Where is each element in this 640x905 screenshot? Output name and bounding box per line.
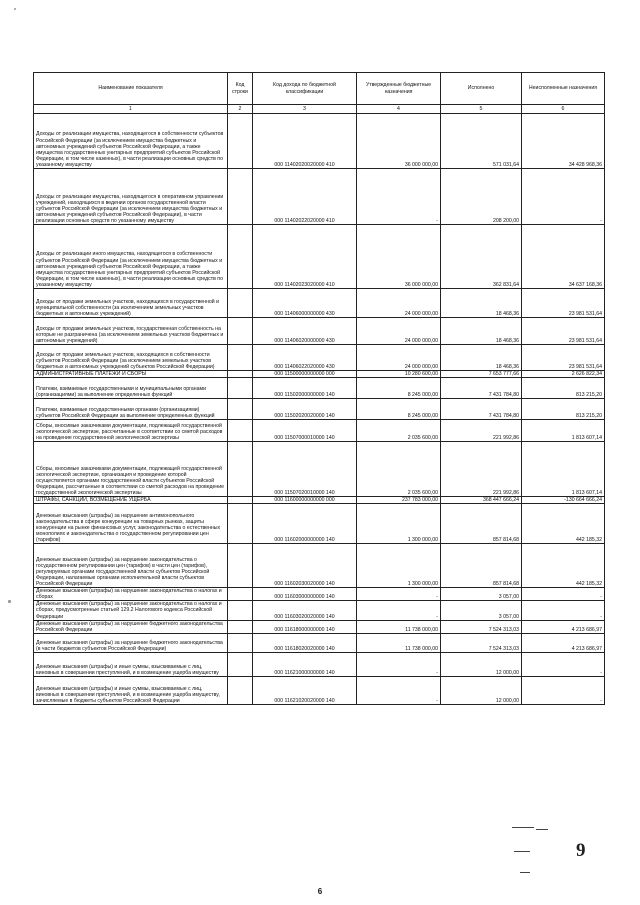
- row-executed-amount: 3 057,00: [441, 588, 522, 601]
- row-income-code: 000 11406020000000 430: [253, 318, 357, 345]
- row-executed-amount: 18 468,36: [441, 289, 522, 318]
- table-row: [34, 652, 605, 676]
- row-income-code: 000 11507020010000 140: [253, 442, 357, 497]
- column-number: 5: [441, 105, 522, 114]
- row-unexecuted-amount: 23 981 531,64: [522, 345, 605, 371]
- row-income-code: 000 11500000000000 000: [253, 371, 357, 378]
- row-income-code: 000 11402020020000 410: [253, 114, 357, 169]
- row-income-code: 000 11618000000000 140: [253, 620, 357, 633]
- table-row: [34, 345, 605, 371]
- row-approved-amount: -: [357, 652, 441, 676]
- row-name: Денежные взыскания (штрафы) за нарушение законодательства о налогах и сборах, предусмотренные статьей 129.2 Налогового кодекса Российской Федерации: [34, 601, 228, 620]
- row-line-code: [228, 544, 253, 588]
- row-income-code: 000 11402023020000 410: [253, 225, 357, 289]
- row-approved-amount: -: [357, 601, 441, 620]
- row-income-code: 000 11502020020000 140: [253, 399, 357, 420]
- row-unexecuted-amount: 813 215,20: [522, 399, 605, 420]
- row-executed-amount: 7 653 777,66: [441, 371, 522, 378]
- row-approved-amount: -: [357, 676, 441, 704]
- row-approved-amount: -: [357, 169, 441, 225]
- row-approved-amount: 2 035 600,00: [357, 442, 441, 497]
- row-approved-amount: 11 738 000,00: [357, 633, 441, 652]
- row-approved-amount: 2 035 600,00: [357, 420, 441, 442]
- row-name: Доходы от реализации иного имущества, находящегося в собственности субъектов Российской Федерации (за исключением имущества бюджетных и автономных учреждений субъектов Российской Федерации, а также имущества государственных унитарных предприятий субъектов Российской Федерации, в том числе казенных), в части реализации основных средств по указанному имуществу: [34, 225, 228, 289]
- table-row: [34, 633, 605, 652]
- row-approved-amount: -: [357, 588, 441, 601]
- row-name: Платежи, взимаемые государственными органами (организациями) субъектов Российской Федерации за выполнение определенных функций: [34, 399, 228, 420]
- row-executed-amount: 3 057,00: [441, 601, 522, 620]
- row-income-code: 000 11507000010000 140: [253, 420, 357, 442]
- row-name: Денежные взыскания (штрафы) за нарушение бюджетного законодательства Российской Федерации: [34, 620, 228, 633]
- row-unexecuted-amount: -: [522, 169, 605, 225]
- row-income-code: 000 11618020020000 140: [253, 633, 357, 652]
- row-executed-amount: 221 992,86: [441, 442, 522, 497]
- header-unexecuted: Неисполненные назначения: [522, 73, 605, 105]
- row-line-code: [228, 442, 253, 497]
- row-name: Доходы от реализации имущества, находящегося в собственности субъектов Российской Федерации (за исключением имущества бюджетных и автономных учреждений субъектов Российской Федерации, а также имущества государственных унитарных предприятий субъектов Российской Федерации, в том числе казенных), в части реализации основных средств по указанному имуществу: [34, 114, 228, 169]
- row-name: Доходы от продажи земельных участков, государственная собственность на которые не разграничена (за исключением земельных участков бюджетных и автономных учреждений): [34, 318, 228, 345]
- table-row: [34, 399, 605, 420]
- row-executed-amount: 7 431 784,80: [441, 378, 522, 399]
- row-name: Денежные взыскания (штрафы) и иные суммы, взыскиваемые с лиц, виновных в совершении преступлений, и в возмещение ущерба имуществу: [34, 652, 228, 676]
- row-approved-amount: 24 000 000,00: [357, 289, 441, 318]
- row-executed-amount: 7 524 313,03: [441, 620, 522, 633]
- row-line-code: [228, 652, 253, 676]
- row-income-code: 000 11406022020000 430: [253, 345, 357, 371]
- row-line-code: [228, 676, 253, 704]
- row-line-code: [228, 497, 253, 504]
- table-row: [34, 371, 605, 378]
- row-unexecuted-amount: 23 981 531,64: [522, 289, 605, 318]
- column-number: 1: [34, 105, 228, 114]
- table-header-row: [34, 73, 605, 105]
- handwritten-number: 9: [576, 840, 586, 861]
- column-number: 3: [253, 105, 357, 114]
- table-row: [34, 289, 605, 318]
- row-executed-amount: 208 200,00: [441, 169, 522, 225]
- row-line-code: [228, 420, 253, 442]
- row-executed-amount: 221 992,86: [441, 420, 522, 442]
- row-line-code: [228, 345, 253, 371]
- row-income-code: 000 11602030020000 140: [253, 544, 357, 588]
- row-line-code: [228, 504, 253, 544]
- row-unexecuted-amount: 1 813 607,14: [522, 442, 605, 497]
- table-row: [34, 544, 605, 588]
- row-line-code: [228, 633, 253, 652]
- row-line-code: [228, 289, 253, 318]
- row-income-code: 000 11603000000000 140: [253, 588, 357, 601]
- scan-speck: [8, 600, 11, 603]
- table-row: [34, 169, 605, 225]
- row-name: Денежные взыскания (штрафы) за нарушение законодательства о государственном регулировании цен (тарифов) в части цен (тарифов), регулируемых органами государственной власти субъектов Российской Федерации, налагаемые органами исполнительной власти субъектов Российской Федерации: [34, 544, 228, 588]
- table-row: [34, 620, 605, 633]
- row-name: Денежные взыскания (штрафы) за нарушение антимонопольного законодательства в сфере конкуренции на товарных рынках, защиты конкуренции на рынке финансовых услуг, законодательства о естественных монополиях и законодательства о государственном регулировании цен (тарифов): [34, 504, 228, 544]
- row-unexecuted-amount: 34 637 168,36: [522, 225, 605, 289]
- row-approved-amount: 1 300 000,00: [357, 544, 441, 588]
- row-executed-amount: 368 447 666,24: [441, 497, 522, 504]
- scan-speck: [14, 8, 16, 10]
- row-income-code: 000 11602000000000 140: [253, 504, 357, 544]
- row-income-code: 000 11600000000000 000: [253, 497, 357, 504]
- row-unexecuted-amount: 4 213 686,97: [522, 633, 605, 652]
- row-line-code: [228, 169, 253, 225]
- row-unexecuted-amount: -130 664 666,24: [522, 497, 605, 504]
- row-unexecuted-amount: 23 981 531,64: [522, 318, 605, 345]
- column-number: 4: [357, 105, 441, 114]
- page-number: 6: [317, 887, 323, 896]
- row-executed-amount: 362 831,64: [441, 225, 522, 289]
- row-unexecuted-amount: -: [522, 676, 605, 704]
- row-executed-amount: 571 031,64: [441, 114, 522, 169]
- row-approved-amount: 1 300 000,00: [357, 504, 441, 544]
- table-row: [34, 442, 605, 497]
- table-row: [34, 114, 605, 169]
- row-executed-amount: 12 000,00: [441, 676, 522, 704]
- pen-mark: [536, 829, 548, 830]
- table-row: [34, 588, 605, 601]
- row-approved-amount: 36 000 000,00: [357, 225, 441, 289]
- row-unexecuted-amount: -: [522, 601, 605, 620]
- table-row: [34, 676, 605, 704]
- row-line-code: [228, 399, 253, 420]
- row-approved-amount: 11 738 000,00: [357, 620, 441, 633]
- row-executed-amount: 857 814,68: [441, 504, 522, 544]
- row-line-code: [228, 114, 253, 169]
- row-income-code: 000 11621000000000 140: [253, 652, 357, 676]
- table-row: [34, 420, 605, 442]
- row-income-code: 000 11502000000000 140: [253, 378, 357, 399]
- table-body: [34, 114, 605, 705]
- header-income-code: Код дохода по бюджетной классификации: [253, 73, 357, 105]
- row-executed-amount: 12 000,00: [441, 652, 522, 676]
- row-name: Сборы, вносимые заказчиками документации, подлежащей государственной экологической экспертизе, рассчитанные в соответствии со сметой расходов на проведение государственной экологической экспертизы: [34, 420, 228, 442]
- row-name: Доходы от продажи земельных участков, находящихся в собственности субъектов Российской Федерации (за исключением земельных участков бюджетных и автономных учреждений субъектов Российской Федерации): [34, 345, 228, 371]
- row-name: Сборы, вносимые заказчиками документации, подлежащей государственной экологической экспертизе, организация и проведение которой осуществляется органами государственной власти субъектов Российской Федерации, рассчитанные в соответствии со сметой расходов на проведение государственной экологической экспертизы: [34, 442, 228, 497]
- row-line-code: [228, 371, 253, 378]
- header-line-code: Код строки: [228, 73, 253, 105]
- row-line-code: [228, 225, 253, 289]
- header-executed: Исполнено: [441, 73, 522, 105]
- column-number: 2: [228, 105, 253, 114]
- row-name: Денежные взыскания (штрафы) за нарушение бюджетного законодательства (в части бюджетов субъектов Российской Федерации): [34, 633, 228, 652]
- row-name: Доходы от реализации имущества, находящегося в оперативном управлении учреждений, находящихся в ведении органов государственной власти субъектов Российской Федерации (за исключением имущества бюджетных и автономных учреждений субъектов Российской Федерации), в части реализации основных средств по указанному имуществу: [34, 169, 228, 225]
- row-unexecuted-amount: 442 185,32: [522, 544, 605, 588]
- row-approved-amount: 10 280 600,00: [357, 371, 441, 378]
- row-unexecuted-amount: 34 428 968,36: [522, 114, 605, 169]
- table-row: [34, 601, 605, 620]
- row-unexecuted-amount: 4 213 686,97: [522, 620, 605, 633]
- column-number-row: [34, 105, 605, 114]
- column-number: 6: [522, 105, 605, 114]
- row-name: АДМИНИСТРАТИВНЫЕ ПЛАТЕЖИ И СБОРЫ: [34, 371, 228, 378]
- header-approved: Утвержденные бюджетные назначения: [357, 73, 441, 105]
- header-name: Наименование показателя: [34, 73, 228, 105]
- row-unexecuted-amount: 2 626 822,34: [522, 371, 605, 378]
- row-approved-amount: 24 000 000,00: [357, 318, 441, 345]
- row-approved-amount: 237 783 000,00: [357, 497, 441, 504]
- table-row: [34, 378, 605, 399]
- row-income-code: 000 11621020020000 140: [253, 676, 357, 704]
- row-executed-amount: 857 814,68: [441, 544, 522, 588]
- revenue-table: [33, 72, 605, 705]
- row-income-code: 000 11603020020000 140: [253, 601, 357, 620]
- row-executed-amount: 7 524 313,03: [441, 633, 522, 652]
- row-line-code: [228, 378, 253, 399]
- row-executed-amount: 18 468,36: [441, 345, 522, 371]
- row-approved-amount: 36 000 000,00: [357, 114, 441, 169]
- row-unexecuted-amount: 442 185,32: [522, 504, 605, 544]
- row-executed-amount: 18 468,36: [441, 318, 522, 345]
- row-approved-amount: 8 245 000,00: [357, 399, 441, 420]
- row-name: Платежи, взимаемые государственными и муниципальными органами (организациями) за выполнение определенных функций: [34, 378, 228, 399]
- row-approved-amount: 24 000 000,00: [357, 345, 441, 371]
- row-line-code: [228, 318, 253, 345]
- pen-mark: [512, 827, 534, 828]
- row-name: Доходы от продажи земельных участков, находящихся в государственной и муниципальной собственности (за исключением земельных участков бюджетных и автономных учреждений): [34, 289, 228, 318]
- row-line-code: [228, 601, 253, 620]
- row-unexecuted-amount: -: [522, 652, 605, 676]
- row-name: Денежные взыскания (штрафы) и иные суммы, взыскиваемые с лиц, виновных в совершении преступлений, и в возмещение ущерба имуществу, зачисляемые в бюджеты субъектов Российской Федерации: [34, 676, 228, 704]
- table-row: [34, 497, 605, 504]
- row-line-code: [228, 620, 253, 633]
- table-row: [34, 504, 605, 544]
- row-unexecuted-amount: -: [522, 588, 605, 601]
- row-line-code: [228, 588, 253, 601]
- row-income-code: 000 11406000000000 430: [253, 289, 357, 318]
- table-row: [34, 318, 605, 345]
- row-name: ШТРАФЫ, САНКЦИИ, ВОЗМЕЩЕНИЕ УЩЕРБА: [34, 497, 228, 504]
- pen-mark: [520, 872, 530, 873]
- table-row: [34, 225, 605, 289]
- row-name: Денежные взыскания (штрафы) за нарушение законодательства о налогах и сборах: [34, 588, 228, 601]
- pen-mark: [514, 851, 530, 852]
- row-income-code: 000 11402022020000 410: [253, 169, 357, 225]
- row-approved-amount: 8 245 000,00: [357, 378, 441, 399]
- row-unexecuted-amount: 813 215,20: [522, 378, 605, 399]
- row-unexecuted-amount: 1 813 607,14: [522, 420, 605, 442]
- row-executed-amount: 7 431 784,80: [441, 399, 522, 420]
